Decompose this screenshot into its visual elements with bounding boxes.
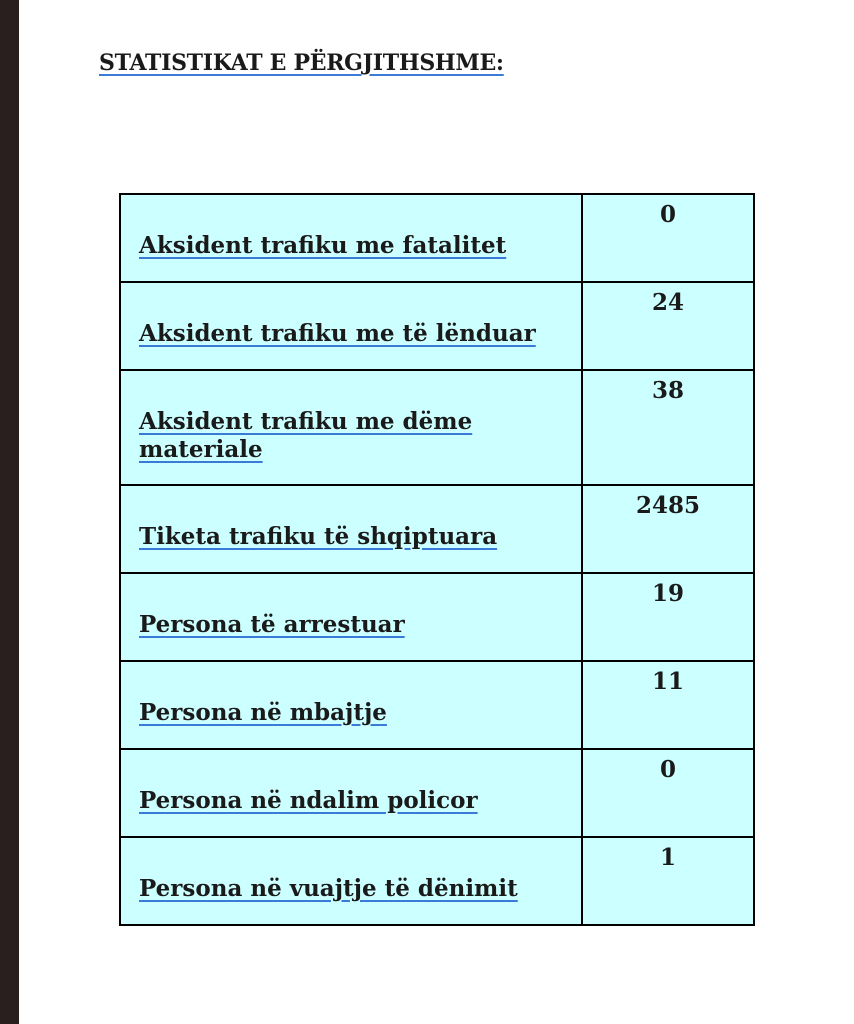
row-value-cell xyxy=(582,282,754,370)
row-label-cell xyxy=(120,485,582,573)
row-label: Aksident trafiku me dëme materiale xyxy=(139,407,473,463)
table-row xyxy=(120,661,754,749)
row-label-cell xyxy=(120,661,582,749)
row-value: 19 xyxy=(651,580,684,607)
row-label-cell xyxy=(120,370,582,485)
row-value-cell xyxy=(582,837,754,925)
row-label: Persona të arrestuar xyxy=(139,611,405,638)
row-value: 2485 xyxy=(635,492,700,519)
row-label-cell xyxy=(120,194,582,282)
table-row xyxy=(120,194,754,282)
row-value: 0 xyxy=(659,756,676,783)
row-value-cell xyxy=(582,194,754,282)
row-label: Tiketa trafiku të shqiptuara xyxy=(139,523,498,550)
row-value-cell xyxy=(582,370,754,485)
table-row xyxy=(120,749,754,837)
row-label: Aksident trafiku me të lënduar xyxy=(139,320,536,347)
row-value: 0 xyxy=(659,201,676,228)
page-title: STATISTIKAT E PËRGJITHSHME: xyxy=(99,50,504,76)
row-value: 24 xyxy=(651,289,684,316)
row-label: Aksident trafiku me fatalitet xyxy=(139,232,507,259)
table-row xyxy=(120,370,754,485)
statistics-table xyxy=(119,193,755,926)
table-row xyxy=(120,485,754,573)
left-edge-bar xyxy=(0,0,19,1024)
row-value-cell xyxy=(582,661,754,749)
row-label-cell xyxy=(120,573,582,661)
row-value-cell xyxy=(582,485,754,573)
row-label-cell xyxy=(120,282,582,370)
table-row xyxy=(120,282,754,370)
table-row xyxy=(120,573,754,661)
row-value-cell xyxy=(582,749,754,837)
row-value: 38 xyxy=(651,377,684,404)
row-value: 11 xyxy=(651,668,684,695)
row-label-cell xyxy=(120,749,582,837)
table-row xyxy=(120,837,754,925)
row-label-cell xyxy=(120,837,582,925)
row-label: Persona në vuajtje të dënimit xyxy=(139,875,518,902)
row-value-cell xyxy=(582,573,754,661)
row-value: 1 xyxy=(659,844,676,871)
row-label: Persona në ndalim policor xyxy=(139,787,478,814)
row-label: Persona në mbajtje xyxy=(139,699,387,726)
